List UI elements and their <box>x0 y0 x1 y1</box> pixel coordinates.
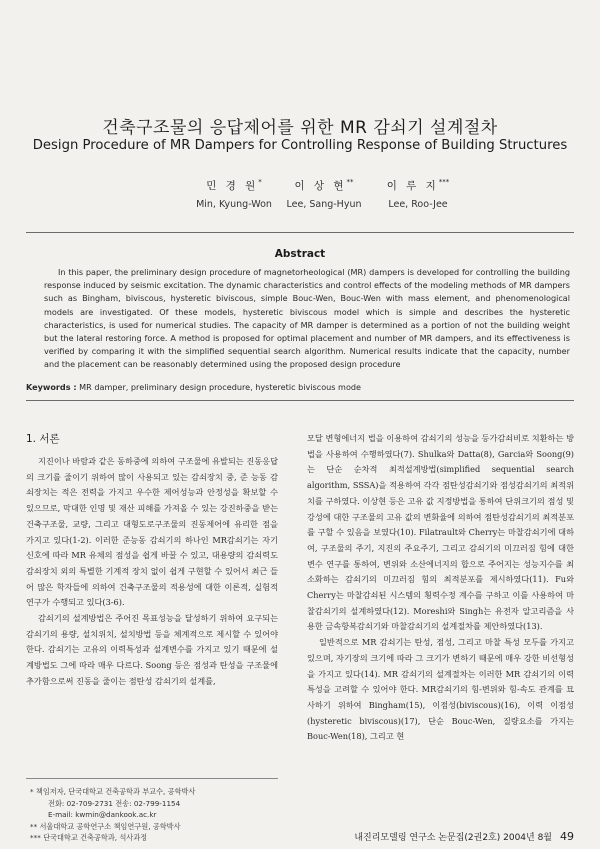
footnote-author-3: *** 단국대학교 건축공학과, 석사과정 <box>30 833 148 843</box>
keywords-text: MR damper, preliminary design procedure, hysteretic biviscous mode <box>79 382 362 392</box>
left-column <box>26 454 278 690</box>
author-3 <box>358 178 478 210</box>
right-column <box>307 431 574 745</box>
keywords-label: Keywords : <box>26 382 77 392</box>
footnote-phone: 전화: 02-709-2731 전송: 02-799-1154 <box>48 798 181 808</box>
abstract-text: In this paper, the preliminary design procedure of magnetorheological (MR) dampers is developed for controlling the building response induced by seismic excitation. The dynamic characteristics and control effects of the modeling methods of MR dampers such as Bingham, biviscous, hysteretic biviscous, simple Bouc-Wen, Bouc-Wen with mass element, and phenomenological models are investigated. Of these models, hysteretic biviscous model which is simple and describes the hysteretic characteristics, is used for numerical studies. The capacity of MR damper is determined as a portion of not the building weight but the lateral restoring force. A method is proposed for optimal placement and number of MR dampers, and its effectiveness is verified by comparing it with the simplified sequential search algorithm. Numerical results indicate that the capacity, number and the placement can be reasonably determined using the proposed design procedure <box>44 267 570 370</box>
paragraph: 지진이나 바람과 같은 동하중에 의하여 구조물에 유발되는 진동응답의 크기를 줄이기 위하여 많이 사용되고 있는 감쇠장치 중, 준 능동 감쇠장치는 적은 전력을 가지고 우수한 제어성능과 안정성을 확보할 수 있으므로, 막대한 인명 및 재산 피해를 가져올 수 있는 강진하중을 받는 건축구조물, 교량, 그리고 대형도로구조물의 진동제어에 유리한 점을 가지고 있다(1-2). 이러한 준능동 감쇠기의 하나인 MR감쇠기는 자기신호에 따라 MR 유체의 점성을 쉽게 바꿀 수 있고, 대용량의 감쇠력도 감쇠장치 외의 특별한 기계적 장치 없이 쉽게 구현할 수 있어서 최근 들어 많은 학자들에 의하여 건축구조물의 적용성에 대한 이론적, 실험적 연구가 수행되고 있다(3-6). <box>26 456 278 608</box>
keywords-line <box>26 382 574 392</box>
footnote-email: E-mail: kwmin@dankook.ac.kr <box>48 810 157 820</box>
author-3-name-ko: 이 루 지 <box>386 180 439 192</box>
title-english: Design Procedure of MR Dampers for Controlling Response of Building Structures <box>32 138 568 153</box>
abstract-bottom-rule <box>26 400 574 401</box>
author-2-name-en: Lee, Sang-Hyun <box>286 199 362 210</box>
title-korean: 건축구조물의 응답제어를 위한 MR 감쇠기 설계절차 <box>102 118 498 138</box>
section-heading-introduction: 1. 서론 <box>26 433 60 445</box>
journal-name: 내진리모델링 연구소 논문집(2권2호) 2004년 8월 <box>354 833 552 843</box>
author-1-mark: * <box>258 178 262 186</box>
author-3-name-en: Lee, Roo-Jee <box>388 199 448 210</box>
footnote-author-2: ** 서울대학교 공학연구소 책임연구원, 공학박사 <box>30 821 181 831</box>
paragraph: 모달 변형에너지 법을 이용하여 감쇠기의 성능을 등가감쇠비로 치환하는 방법을 사용하여 수행하였다(7). Shulka와 Datta(8), Garcia와 Soong(9)는 단순 순차적 최적설계방법(simplified sequential search algorithm, SSSA)을 적용하여 각각 점탄성감쇠기와 점성감쇠기의 최적위치를 구하였다. 이상현 등은 고유 값 지정방법을 통하여 단위크기의 점성 및 강성에 대한 구조물의 고유 값의 변화율에 의하여 점탄성감쇠기의 최적분포를 구할 수 있음을 보였다(10). Filatrault와 Cherry는 마찰감쇠기에 대하여, 구조물의 주기, 지진의 주요주기, 그리고 감쇠기의 미끄러짐 힘에 대한 변수 연구를 통하여, 변위와 소산에너지의 합으로 주어지는 성능지수를 최소화하는 감쇠기의 미끄러짐 힘의 최적분포를 제시하였다(11). Fu와 Cherry는 마찰감쇠된 시스템의 횡력수정 계수를 구하고 이를 사용하여 마찰감쇠기의 설계하였다(12). Moreshi와 Singh는 유전자 알고리즘을 사용한 금속항복감쇠기와 마찰감쇠기의 설계절차를 제안하였다(13). <box>307 433 574 632</box>
author-1-name-en: Min, Kyung-Won <box>196 199 272 210</box>
abstract-heading: Abstract <box>274 248 326 260</box>
page-number: 49 <box>560 830 574 843</box>
abstract-top-rule <box>26 232 574 233</box>
author-1-name-ko: 민 경 원 <box>206 180 259 192</box>
author-2-name-ko: 이 상 현 <box>294 180 347 192</box>
author-3-mark: *** <box>438 178 450 186</box>
footnote-corresponding: * 책임저자, 단국대학교 건축공학과 부교수, 공학박사 <box>30 787 196 796</box>
abstract-body <box>44 266 570 372</box>
author-2-mark: ** <box>346 178 354 186</box>
footnote-rule <box>26 778 278 779</box>
footnotes <box>30 786 282 844</box>
paragraph: 일반적으로 MR 감쇠기는 탄성, 점성, 그리고 마찰 특성 모두를 가지고 있으며, 자기장의 크기에 따라 그 크기가 변하기 때문에 매우 강한 비선형성을 가지고 있다(14). MR 감쇠기의 설계절차는 이러한 MR 감쇠기의 이력특성을 고려할 수 있어야 한다. MR감쇠기의 힘-변위와 힘-속도 관계를 묘사하기 위하여 Bingham(15), 이점성(biviscous)(16), 이력 이점성(hysteretic biviscous)(17), 단순 Bouc-Wen, 질량요소를 가지는 Bouc-Wen(18), 그리고 현 <box>307 637 574 742</box>
paragraph: 감쇠기의 설계방법은 주어진 목표성능을 달성하기 위하여 요구되는 감쇠기의 용량, 설치위치, 설치방법 등을 체계적으로 제시할 수 있어야 한다. 감쇠기는 고유의 이력특성과 설계변수를 가지고 있기 때문에 설계방법도 그에 따라 매우 다르다. Soong 등은 점성과 탄성을 구조물에 추가함으로써 진동을 줄이는 점탄성 감쇠기의 설계를, <box>26 613 278 686</box>
page-footer <box>354 830 574 843</box>
